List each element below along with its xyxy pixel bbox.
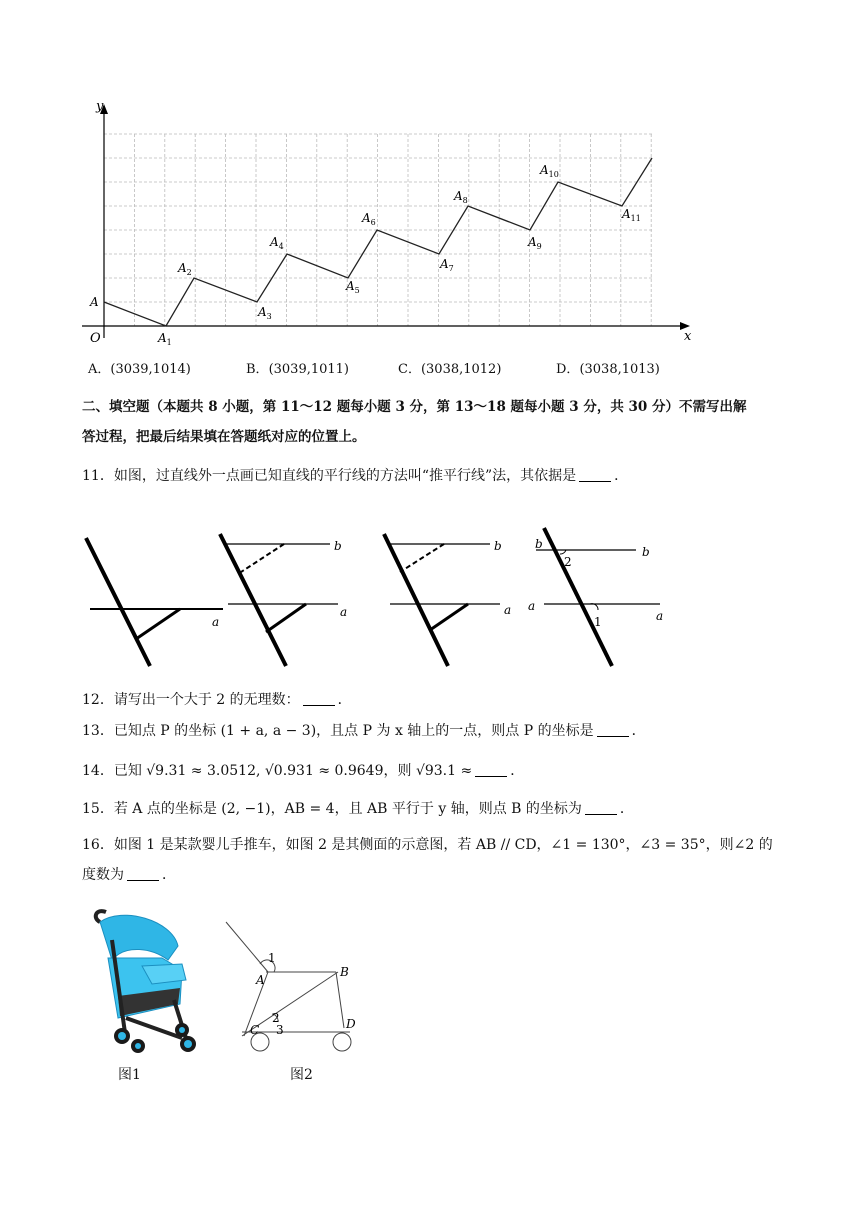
svg-text:1: 1: [594, 615, 602, 629]
option-letter: B．: [246, 362, 269, 377]
point-label: $A_1$: [158, 331, 172, 347]
point-label: $A_2$: [178, 261, 192, 277]
option-value: (3039,1011): [268, 362, 350, 377]
y-axis-label: y: [96, 99, 104, 114]
svg-text:a: a: [504, 603, 512, 617]
svg-text:b: b: [535, 537, 543, 551]
q14-text: 14．已知 √9.31 ≈ 3.0512, √0.931 ≈ 0.9649，则 √93.1 ≈ ．: [82, 763, 525, 779]
option-letter: D．: [556, 362, 580, 377]
q11-fig2: [220, 534, 347, 666]
option-value: (3038,1012): [420, 362, 502, 377]
svg-text:a: a: [656, 609, 664, 623]
q10-option-d[interactable]: [556, 358, 660, 377]
point-label: $A_7$: [440, 257, 454, 273]
svg-text:3: 3: [276, 1023, 284, 1037]
point-label: A: [90, 295, 99, 309]
x-axis-label: x: [684, 329, 692, 344]
svg-text:2: 2: [564, 555, 572, 569]
svg-text:D: D: [346, 1017, 356, 1031]
stroller-illustration: [82, 900, 202, 1060]
q11-figures: [0, 520, 860, 680]
zigzag-coordinate-graph: [0, 0, 860, 350]
q11-text: 11．如图，过直线外一点画已知直线的平行线的方法叫“推平行线”法，其依据是 ．: [82, 468, 629, 484]
q12-text: 12．请写出一个大于 2 的无理数： ．: [82, 692, 352, 708]
point-label: $A_{10}$: [540, 163, 559, 179]
q16-line2: 度数为 ．: [82, 867, 176, 883]
svg-text:B: B: [340, 965, 349, 979]
option-letter: A．: [88, 362, 111, 377]
svg-text:a: a: [528, 599, 536, 613]
answer-blank[interactable]: [475, 764, 507, 777]
svg-text:b: b: [642, 545, 650, 559]
option-value: (3039,1014): [110, 362, 191, 377]
answer-blank[interactable]: [579, 469, 611, 482]
q11-fig1: [86, 538, 223, 666]
svg-text:a: a: [212, 615, 220, 629]
option-letter: C．: [398, 362, 421, 377]
svg-text:2: 2: [272, 1011, 280, 1025]
svg-text:b: b: [334, 539, 342, 553]
section2-heading-line1: 二、填空题（本题共 8 小题，第 11～12 题每小题 3 分，第 13～18 题每小题 3 分，共 30 分）不需写出解: [82, 399, 747, 415]
origin-label: O: [90, 331, 101, 346]
q10-option-b[interactable]: [246, 358, 349, 377]
q11-fig3: [384, 534, 511, 666]
option-value: (3038,1013): [579, 362, 660, 377]
point-label: $A_5$: [346, 279, 360, 295]
point-label: $A_4$: [270, 235, 284, 251]
q11-fig4: [528, 528, 663, 666]
svg-text:1: 1: [268, 951, 276, 965]
point-label: $A_9$: [528, 235, 542, 251]
fig2-caption: 图2: [290, 1067, 313, 1083]
answer-blank[interactable]: [303, 693, 335, 706]
point-label: $A_8$: [454, 189, 468, 205]
q10-option-a[interactable]: [88, 358, 191, 377]
svg-text:b: b: [494, 539, 502, 553]
section2-heading-line2: 答过程，把最后结果填在答题纸对应的位置上。: [82, 429, 366, 445]
q10-option-c[interactable]: [398, 358, 501, 377]
q16-line1: 16．如图 1 是某款婴儿手推车，如图 2 是其侧面的示意图，若 AB // CD，∠1 = 130°，∠3 = 35°，则∠2 的: [82, 837, 773, 853]
fig1-caption: 图1: [118, 1067, 141, 1083]
stroller-schematic: [220, 910, 370, 1060]
q15-text: 15．若 A 点的坐标是 (2, −1)，AB = 4，且 AB 平行于 y 轴，则点 B 的坐标为 ．: [82, 801, 634, 817]
point-label: $A_3$: [258, 305, 272, 321]
point-label: $A_6$: [362, 211, 376, 227]
answer-blank[interactable]: [597, 724, 629, 737]
q13-text: 13．已知点 P 的坐标 (1 + a, a − 3)，且点 P 为 x 轴上的一点，则点 P 的坐标是 ．: [82, 723, 646, 739]
svg-text:A: A: [256, 973, 265, 987]
svg-text:C: C: [250, 1023, 260, 1037]
svg-text:a: a: [340, 605, 348, 619]
point-label: $A_{11}$: [622, 207, 641, 223]
answer-blank[interactable]: [585, 802, 617, 815]
answer-blank[interactable]: [127, 868, 159, 881]
